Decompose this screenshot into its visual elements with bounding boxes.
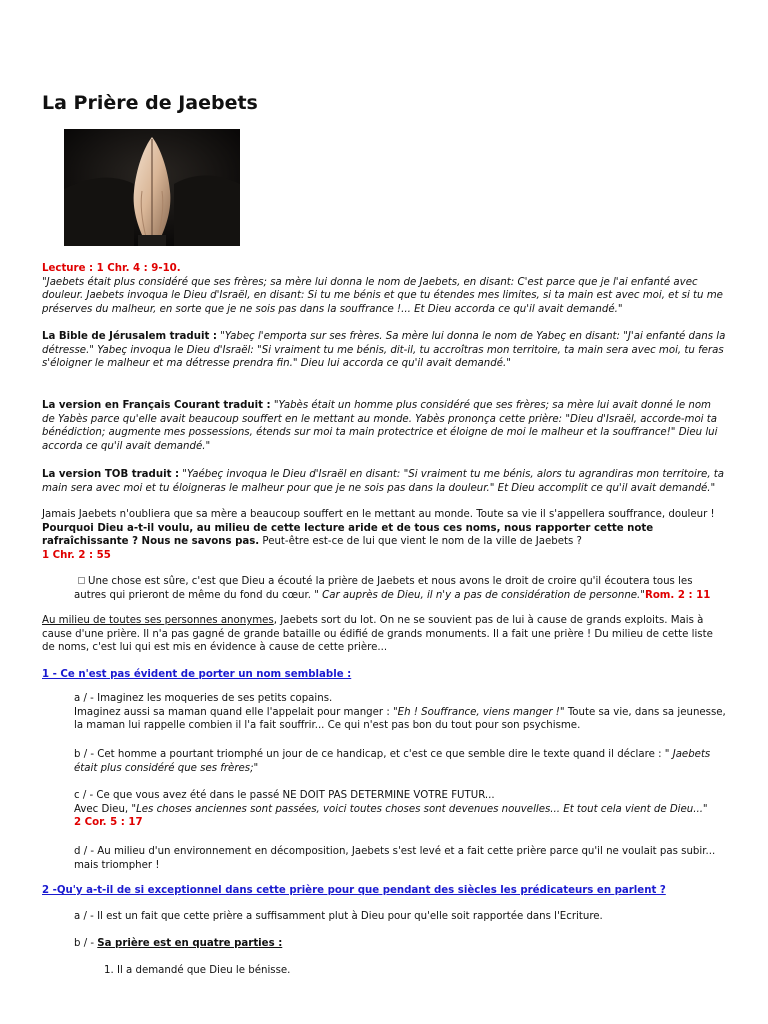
section-2-point-b-prefix: b / - xyxy=(74,938,98,949)
point-b-quote: " Jaebets était plus considéré que ses frères;" xyxy=(74,749,711,774)
point-c-paragraph xyxy=(74,789,726,830)
lecture-reference: Lecture : 1 Chr. 4 : 9-10. xyxy=(42,263,181,274)
section-2-point-a-text: a / - Il est un fait que cette prière a suffisamment plut à Dieu pour qu'elle soit rapportée dans l'Ecriture. xyxy=(74,911,603,922)
section-2-point-a xyxy=(74,910,726,924)
point-a-text1: Imaginez aussi sa maman quand elle l'appelait pour manger : xyxy=(74,706,393,718)
bullet-square-icon xyxy=(78,577,85,584)
anonymous-text: , Jaebets sort du lot. On ne se souvient pas de lui à cause de grands exploits. Mais à cause d'une prière. Il n'a pas gagné de grande bataille ou édifié de grands monuments. Il a fait une prière ! Du milieu de cette liste de noms, c'est lui qui est mis en évidence à cause de cette prière... xyxy=(42,615,713,654)
list-item xyxy=(104,964,724,978)
section-1-heading-link[interactable]: 1 - Ce n'est pas évident de porter un nom semblable : xyxy=(42,669,352,680)
point-c-quote: "Les choses anciennes sont passées, voici toutes choses sont devenues nouvelles... Et tout cela vient de Dieu..." xyxy=(131,803,708,815)
list-item-1-text: 1. Il a demandé que Dieu le bénisse. xyxy=(104,965,291,976)
intro-reference: 1 Chr. 2 : 55 xyxy=(42,549,111,561)
intro-text: Jamais Jaebets n'oubliera que sa mère a beaucoup souffert en le mettant au monde. Toute sa vie il s'appellera souffrance, douleur ! xyxy=(42,509,715,520)
intro-paragraph xyxy=(42,508,726,562)
section-2-point-b-title: Sa prière est en quatre parties : xyxy=(97,938,283,949)
certainty-quote: " Car auprès de Dieu, il n'y a pas de considération de personne." xyxy=(314,589,645,601)
point-b-text: b / - Cet homme a pourtant triomphé un jour de ce handicap, et c'est ce que semble dire le texte quand il déclare : xyxy=(74,749,665,760)
point-b-paragraph xyxy=(74,748,726,775)
tob-paragraph xyxy=(42,468,726,495)
jerusalem-label: La Bible de Jérusalem traduit : xyxy=(42,331,217,342)
praying-hands-photo xyxy=(64,129,240,246)
anonymous-paragraph xyxy=(42,614,726,655)
tob-text: "Yaébeç invoqua le Dieu d'Israël en disant: "Si vraiment tu me bénis, alors tu agrandiras mon territoire, ta main sera avec moi et tu éloigneras le malheur pour que je ne sois pas dans la douleur." Et Dieu accomplit ce qu'il avait demandé." xyxy=(42,469,725,494)
page-title: La Prière de Jaebets xyxy=(42,92,258,114)
point-d-paragraph xyxy=(74,845,726,872)
point-a-paragraph xyxy=(74,692,726,733)
tob-label: La version TOB traduit : xyxy=(42,469,180,480)
certainty-paragraph xyxy=(74,575,726,602)
section-2-point-b xyxy=(74,937,726,951)
point-c-text: Avec Dieu, xyxy=(74,803,132,815)
intro-question: Pourquoi Dieu a-t-il voulu, au milieu de cette lecture aride et de tous ces noms, nous rapporter cette note rafraîchissante ? Nous ne savons pas. xyxy=(42,522,654,548)
certainty-text: Une chose est sûre, c'est que Dieu a écouté la prière de Jaebets et nous avons le droit de croire qu'il écoutera tous les autres qui prieront de même du fond du cœur. xyxy=(74,576,693,601)
certainty-reference: Rom. 2 : 11 xyxy=(644,589,711,601)
section-1-heading-wrap xyxy=(42,668,726,682)
point-a-quote: "Eh ! Souffrance, viens manger !" xyxy=(393,706,565,718)
lecture-paragraph xyxy=(42,262,726,316)
jerusalem-paragraph xyxy=(42,330,726,371)
praying-hands-image xyxy=(64,129,240,246)
point-d-text: d / - Au milieu d'un environnement en décomposition, Jaebets s'est levé et a fait cette prière parce qu'il ne voulait pas subir... mais triompher ! xyxy=(74,846,716,871)
courant-text: "Yabès était un homme plus considéré que ses frères; sa mère lui avait donné le nom de Yabès parce qu'elle avait beaucoup souffert en le mettant au monde. Yabès prononça cette prière: "Dieu d'Israël, accorde-moi ta bénédiction; augmente mes possessions, étends sur moi ta main protectrice et éloigne de moi le malheur et la souffrance!" Dieu lui accorda ce qu'il avait demandé." xyxy=(42,400,718,452)
courant-label: La version en Français Courant traduit : xyxy=(42,400,271,411)
section-2-heading-wrap xyxy=(42,884,726,898)
courant-paragraph xyxy=(42,399,726,453)
lecture-text: "Jaebets était plus considéré que ses frères; sa mère lui donna le nom de Jaebets, en disant: C'est parce que je l'ai enfanté avec douleur. Jaebets invoqua le Dieu d'Israël, en disant: Si tu me bénis et que tu étendes mes limites, si ta main est avec moi, et si tu me préserves du malheur, en sorte que je ne sois pas dans la souffrance !... Et Dieu accorda ce qu'il avait demandé." xyxy=(42,276,723,315)
anonymous-underlined: Au milieu de toutes ses personnes anonymes xyxy=(42,615,274,626)
point-a-text2: Toute sa vie, dans sa jeunesse, la maman lui rappelle combien il l'a fait souffrir... Ce qui n'est pas bon du tout pour son psychisme. xyxy=(74,706,726,732)
point-c-reference: 2 Cor. 5 : 17 xyxy=(74,817,143,829)
section-2-heading-link[interactable]: 2 -Qu'y a-t-il de si exceptionnel dans cette prière pour que pendant des siècles les prédicateurs en parlent ? xyxy=(42,885,666,896)
jerusalem-text: "Yabeç l'emporta sur ses frères. Sa mère lui donna le nom de Yabeç en disant: "J'ai enfanté dans la détresse." Yabeç invoqua le Dieu d'Israël: "Si vraiment tu me bénis, dit-il, tu accroîtras mon territoire, ta main sera avec moi, tu feras s'éloigner le malheur et ma détresse prendra fin." Dieu lui accorda ce qu'il avait demandé." xyxy=(42,331,726,370)
point-c-line1: c / - Ce que vous avez été dans le passé NE DOIT PAS DETERMINE VOTRE FUTUR... xyxy=(74,790,495,801)
intro-text-2: Peut-être est-ce de lui que vient le nom de la ville de Jaebets ? xyxy=(259,536,582,548)
point-a-line1: a / - Imaginez les moqueries de ses petits copains. xyxy=(74,693,333,704)
